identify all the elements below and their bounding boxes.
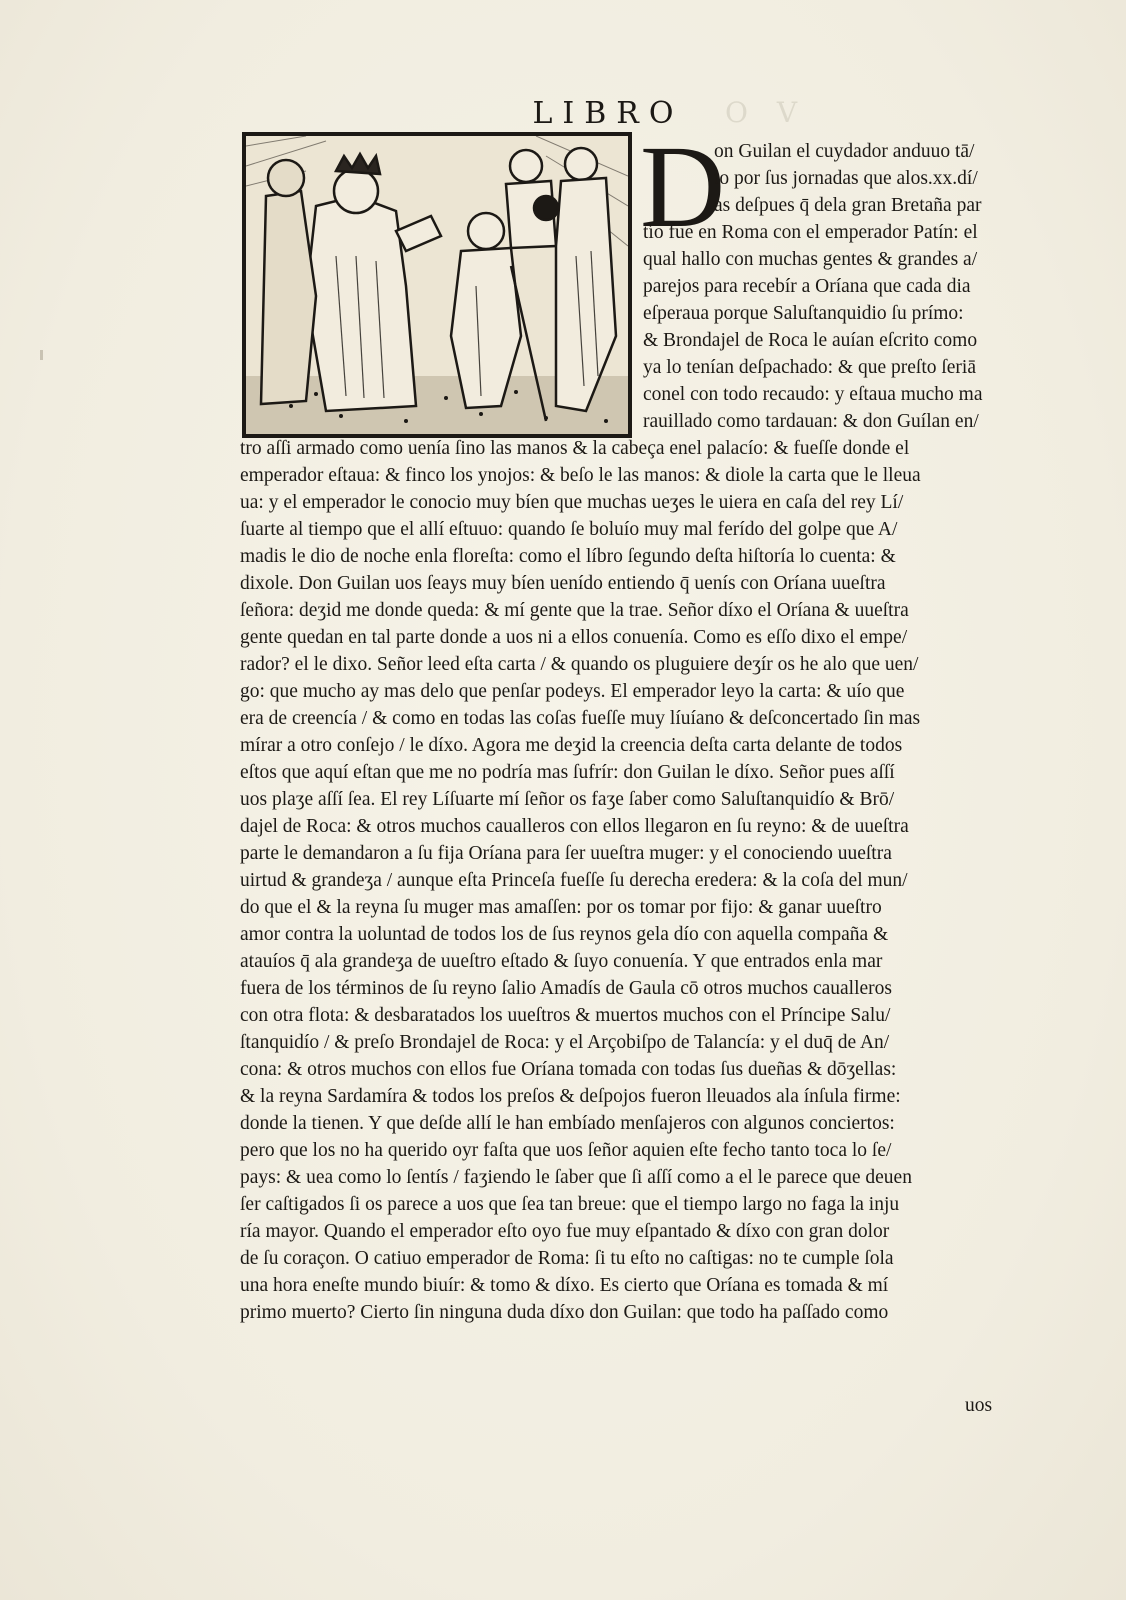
text-line: emperador eſtaua: & finco los ynojos: & beſo le las manos: & diole la carta que le lleua [240,465,921,486]
text-line: dajel de Roca: & otros muchos caualleros con ellos llegaron en ſu reyno: & de uueſtra [240,816,909,837]
text-line: as deſpues q̄ dela gran Bretaña par [714,195,982,216]
text-line: ſer caſtigados ſi os parece a uos que ſea tan breue: que el tiempo largo no faga la inju [240,1194,900,1215]
text-line: tro aſſi armado como uenía ſino las manos & la cabeça enel palacío: & fueſſe donde el [240,438,910,459]
text-line: ya lo tenían deſpachado: & que preſto ſeriā [643,357,976,378]
text-line: ua: y el emperador le conocio muy bíen que muchas ueʒes le uiera en caſa del rey Lí/ [240,492,904,513]
text-line: parte le demandaron a ſu fija Oríana para ſer uueſtra muger: y el conociendo uueſtra [240,843,892,864]
text-line: & Brondajel de Roca le auían eſcrito como [643,330,978,351]
catchword: uos [965,1395,993,1416]
text-line: uos plaʒe aſſí ſea. El rey Líſuarte mí ſeñor os faʒe ſaber como Saluſtanquidío & Brō/ [240,789,895,810]
text-line: cona: & otros muchos con ellos fue Oríana tomada con todas ſus dueñas & dōʒellas: [240,1059,897,1080]
text-line: gente quedan en tal parte donde a uos ni a ellos conuenía. Como es eſſo dixo el empe/ [240,627,908,648]
text-line: ſtanquidío / & preſo Brondajel de Roca: y el Arçobiſpo de Talancía: y el duq̄ de An/ [240,1032,890,1053]
text-line: amor contra la uoluntad de todos los de ſus reynos gela dío con aquella compaña & [240,924,889,945]
text-line: donde la tienen. Y que deſde allí le han embíado menſajeros con algunos conciertos: [240,1113,895,1134]
text-line: qual hallo con muchas gentes & grandes a/ [643,249,978,270]
drop-cap-initial: D [640,121,726,252]
text-line: uirtud & grandeʒa / aunque eſta Princeſa fueſſe ſu derecha eredera: & la coſa del mun/ [240,870,908,891]
text-line: primo muerto? Cierto ſin ninguna duda díxo don Guilan: que todo ha paſſado como [240,1302,889,1323]
text-line: una hora eneſte mundo biuír: & tomo & díxo. Es cierto que Oríana es tomada & mí [240,1275,889,1296]
text-line: madis le dio de noche enla floreſta: como el líbro ſegundo deſta hiſtoría lo cuenta: & [240,546,896,567]
text-line: eſtos que aquí eſtan que me no podría mas ſufrír: don Guilan le díxo. Señor pues aſſí [240,762,895,783]
woodcut-illustration [242,132,632,438]
text-line: ſeñora: deʒid me donde queda: & mí gente que la trae. Señor díxo el Oríana & uueſtra [240,600,909,621]
text-line: atauíos q̄ ala grandeʒa de uueſtro eſtado & ſuyo conuenía. Y que entrados enla mar [240,951,883,972]
text-line: pays: & uea como lo ſentís / faʒiendo le ſaber que ſi aſſí como a el le parece que deuen [240,1167,912,1188]
text-line: de ſu coraçon. O catiuo emperador de Roma: ſi tu eſto no caſtigas: no te cumple ſola [240,1248,894,1269]
text-line: fuera de los términos de ſu reyno ſalio Amadís de Gaula cō otros muchos caualleros [240,978,892,999]
text-line: & la reyna Sardamíra & todos los preſos & deſpojos fueron lleuados ala ínſula firme: [240,1086,901,1107]
text-line: con otra flota: & desbaratados los uueſtros & muertos muchos con el Príncipe Salu/ [240,1005,891,1026]
page-speck [40,350,43,360]
text-line: go: que mucho ay mas delo que penſar podeys. El emperador leyo la carta: & uío que [240,681,905,702]
bleed-through-text: O V [725,96,808,129]
text-line: pero que los no ha querido oyr faſta que uos ſeñor aquien eſte fecho tanto toca lo ſe/ [240,1140,892,1161]
woodcut-figures-icon [246,136,628,434]
text-line: eſperaua porque Saluſtanquidio ſu prímo: [643,303,964,324]
text-line: era de creencía / & como en todas las coſas fueſſe muy líuíano & deſconcertado ſin mas [240,708,921,729]
text-line: mírar a otro conſejo / le díxo. Agora me deʒid la creencia deſta carta delante de todos [240,735,903,756]
text-line: rador? el le dixo. Señor leed eſta carta / & quando os pluguiere deʒír os he alo que uen/ [240,654,919,675]
text-line: rauillado como tardauan: & don Guílan en/ [643,411,979,432]
text-line: do que el & la reyna ſu muger mas amaſſen: por os tomar por fijo: & ganar uueſtro [240,897,882,918]
text-line: conel con todo recaudo: y eſtaua mucho ma [643,384,983,405]
text-line: on Guilan el cuydador anduuo tā/ [714,141,975,162]
text-line: dixole. Don Guilan uos ſeays muy bíen uenído entiendo q̄ uenís con Oríana uueſtra [240,573,886,594]
text-line: ſuarte al tiempo que el allí eſtuuo: quando ſe boluío muy mal ferído del golpe que A/ [240,519,898,540]
running-title: LIBRO [532,96,684,131]
text-line: parejos para recebír a Oríana que cada dia [643,276,971,297]
text-line: tío fue en Roma con el emperador Patín: el [643,222,978,243]
text-line: ría mayor. Quando el emperador eſto oyo fue muy eſpantado & díxo con gran dolor [240,1221,890,1242]
text-line: to por ſus jornadas que alos.xx.dí/ [714,168,978,189]
